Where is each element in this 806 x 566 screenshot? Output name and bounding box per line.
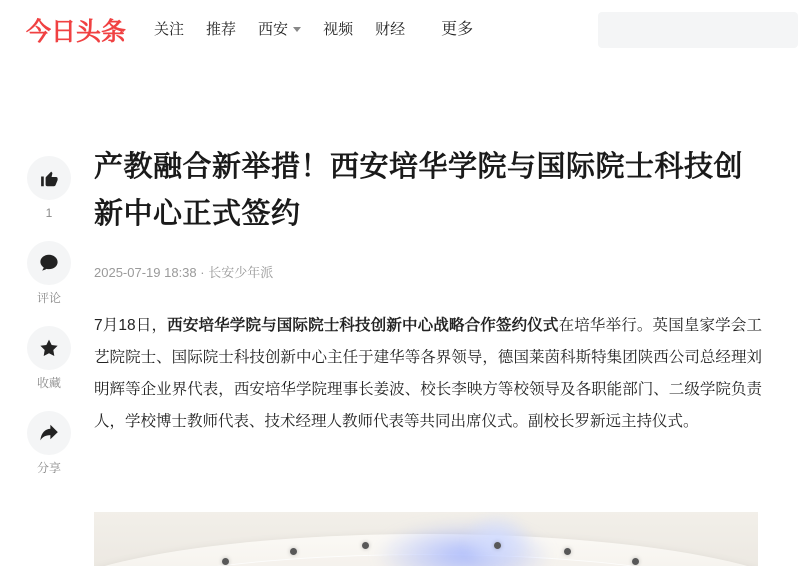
comment-icon <box>27 241 71 285</box>
thumbs-up-icon <box>27 156 71 200</box>
photo-downlight <box>222 558 229 565</box>
search-input[interactable] <box>598 12 798 48</box>
photo-downlight <box>632 558 639 565</box>
nav-more[interactable]: 更多 <box>441 20 474 38</box>
paragraph-rest: 在培华举行。英国皇家学会工艺院院士、国际院士科技创新中心主任于建华等各界领导，德国莱茵科斯特集团陕西公司总经理刘明辉等企业界代表，西安培华学院理事长姜波、校长李映方等校领导及各职能部门、二级学院负责人，学校博士教师代表、技术经理人教师代表等共同出席仪式。副校长罗新远主持仪式。 <box>94 317 762 430</box>
share-label: 分享 <box>36 461 61 475</box>
nav-follow[interactable]: 关注 <box>154 20 185 38</box>
site-logo[interactable]: 今日头条 <box>26 17 127 46</box>
article-image <box>94 512 758 566</box>
article-page <box>0 60 806 566</box>
page-title: 产教融合新举措！西安培华学院与国际院士科技创新中心正式签约 <box>94 151 744 230</box>
favorite-label: 收藏 <box>36 376 61 390</box>
comment-label: 评论 <box>36 291 61 305</box>
photo-downlight <box>494 542 501 549</box>
rail-item-share[interactable] <box>27 411 71 476</box>
main-nav <box>154 20 473 40</box>
like-count: 1 <box>45 206 53 220</box>
share-icon <box>27 411 71 455</box>
paragraph-lead: 7月18日， <box>94 317 168 334</box>
photo-blue-glow-core <box>462 512 532 566</box>
paragraph-bold: 西安培华学院与国际院士科技创新中心战略合作签约仪式 <box>167 317 559 334</box>
photo-downlight <box>564 548 571 555</box>
nav-recommend[interactable]: 推荐 <box>206 20 237 38</box>
nav-xian-label: 西安 <box>258 20 289 38</box>
rail-item-favorite[interactable] <box>27 326 71 391</box>
star-icon <box>27 326 71 370</box>
nav-finance[interactable]: 财经 <box>375 20 406 38</box>
rail-item-comment[interactable] <box>27 241 71 306</box>
nav-xian[interactable] <box>258 20 301 40</box>
photo-downlight <box>362 542 369 549</box>
rail-item-like[interactable] <box>27 156 71 221</box>
article-meta: 2025-07-19 18:38 · 长安少年派 <box>94 265 274 280</box>
photo-downlight <box>290 548 297 555</box>
chevron-down-icon <box>293 27 301 32</box>
conference-hall-photo <box>94 512 758 566</box>
nav-video[interactable]: 视频 <box>323 20 354 38</box>
top-navigation-bar <box>0 0 806 60</box>
article-paragraph <box>94 310 762 438</box>
action-rail <box>22 156 76 476</box>
article-content <box>94 60 766 454</box>
